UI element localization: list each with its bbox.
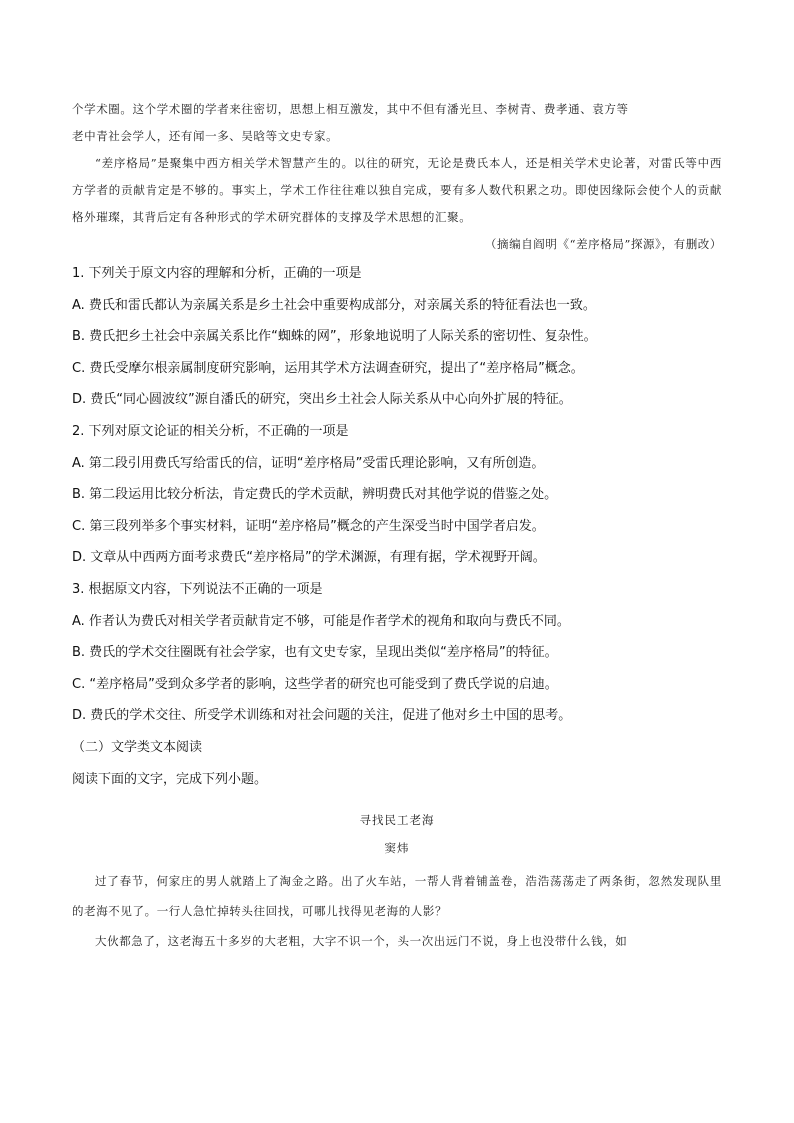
- story-text: [72, 866, 722, 956]
- question-3-stem: 3. 根据原文内容，下列说法不正确的一项是: [72, 581, 323, 597]
- story-author: 窦炜: [384, 841, 410, 856]
- passage-text: [72, 96, 722, 258]
- document-page: [72, 96, 722, 956]
- question-3-option-c: C. “差序格局”受到众多学者的影响，这些学者的研究也可能受到了费氏学说的启迪。: [72, 676, 558, 692]
- passage-paragraph-2: “差序格局”是聚集中西方相关学术智慧产生的。以往的研究，无论是费氏本人，还是相关学术史论著，对雷氏等中西方学者的贡献肯定是不够的。事实上，学术工作往往难以独自完成，要有多人数代积累之功。即使因缘际会使个人的贡献格外璀璨，其背后定有各种形式的学术研究群体的支撑及学术思想的汇聚。: [72, 156, 722, 224]
- story-title: 寻找民工老海: [359, 813, 435, 828]
- passage-source: （摘编自阎明《“差序格局”探源》，有删改）: [484, 237, 722, 251]
- question-1-option-d: D. 费氏“同心圆波纹”源自潘氏的研究，突出乡土社会人际关系从中心向外扩展的特征。: [72, 392, 572, 408]
- question-1-option-b: B. 费氏把乡土社会中亲属关系比作“蜘蛛的网”，形象地说明了人际关系的密切性、复杂性。: [72, 329, 597, 345]
- question-1-stem: 1. 下列关于原文内容的理解和分析，正确的一项是: [72, 266, 362, 281]
- question-2-option-a: A. 第二段引用费氏写给雷氏的信，证明“差序格局”受雷氏理论影响，又有所创造。: [72, 455, 545, 471]
- question-1-option-c: C. 费氏受摩尔根亲属制度研究影响，运用其学术方法调查研究，提出了“差序格局”概念。: [72, 360, 584, 376]
- question-2-option-c: C. 第三段列举多个事实材料，证明“差序格局”概念的产生深受当时中国学者启发。: [72, 518, 545, 534]
- question-3-option-d: D. 费氏的学术交往、所受学术训练和对社会问题的关注，促进了他对乡土中国的思考。: [72, 708, 572, 724]
- section-instruction: 阅读下面的文字，完成下列小题。: [72, 771, 268, 787]
- question-3-option-b: B. 费氏的学术交往圈既有社会学家，也有文史专家，呈现出类似“差序格局”的特征。: [72, 645, 558, 661]
- passage-paragraph-1-line-2: 老中青社会学人，还有闻一多、吴晗等文史专家。: [72, 129, 339, 143]
- question-1-option-a: A. 费氏和雷氏都认为亲属关系是乡土社会中重要构成部分，对亲属关系的特征看法也一致。: [72, 297, 596, 313]
- question-2-stem: 2. 下列对原文论证的相关分析，不正确的一项是: [72, 423, 349, 439]
- question-2-option-d: D. 文章从中西两方面考求费氏“差序格局”的学术渊源，有理有据，学术视野开阔。: [72, 550, 546, 566]
- story-paragraph-2: 大伙都急了，这老海五十多岁的大老粗，大字不识一个，头一次出远门不说，身上也没带什么钱，如: [95, 934, 628, 949]
- story-paragraph-1: 过了春节，何家庄的男人就踏上了淘金之路。出了火车站，一帮人背着铺盖卷，浩浩荡荡走了两条街，忽然发现队里的老海不见了。一行人急忙掉转头往回找，可哪儿找得见老海的人影？: [72, 874, 722, 919]
- question-list: [72, 258, 722, 795]
- passage-paragraph-1-line-1: 个学术圈。这个学术圈的学者来往密切，思想上相互激发，其中不但有潘光旦、李树青、费孝通、袁方等: [72, 102, 629, 116]
- question-3-option-a: A. 作者认为费氏对相关学者贡献肯定不够，可能是作者学术的视角和取向与费氏不同。: [72, 613, 570, 629]
- section-heading: （二）文学类文本阅读: [72, 739, 203, 755]
- question-2-option-b: B. 第二段运用比较分析法，肯定费氏的学术贡献，辨明费氏对其他学说的借鉴之处。: [72, 487, 558, 503]
